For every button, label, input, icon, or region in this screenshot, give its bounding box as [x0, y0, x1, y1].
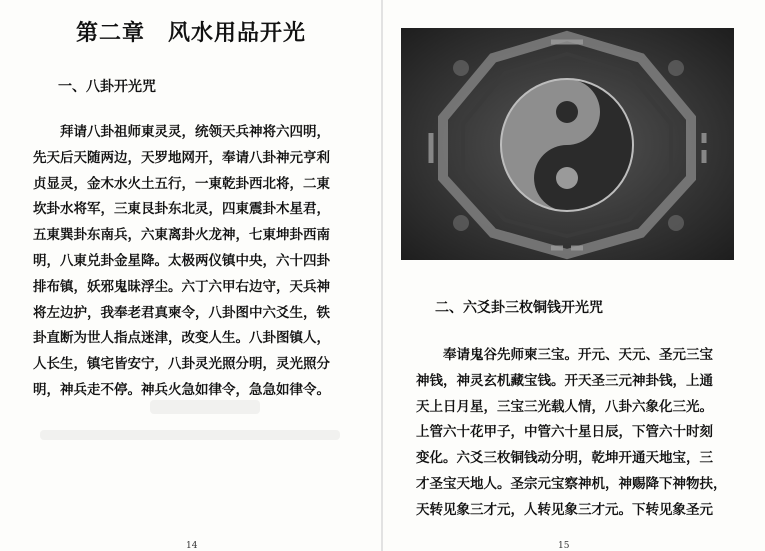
chapter-title: 第二章 风水用品开光	[75, 21, 306, 46]
paragraph-line: 拜请八卦祖师東灵灵，统领天兵神将六四明，	[60, 124, 330, 140]
paragraph-line: 神钱，神灵玄机藏宝钱。开天圣三元神卦钱，上通	[416, 372, 713, 389]
paragraph-line: 上管六十花甲子，中管六十星日辰，下管六十时刻	[416, 424, 713, 441]
bagua-incantation-paragraph	[33, 120, 369, 404]
section-heading-bagua: 一、八卦开光咒	[58, 79, 156, 95]
page-number: 15	[558, 541, 570, 551]
paragraph-line: 天上日月星，三宝三光载人情，八卦六象化三光。	[416, 398, 713, 415]
paragraph-line: 奉请鬼谷先师柬三宝。开元、天元、圣元三宝	[443, 347, 713, 363]
paragraph-line: 贞显灵，金木水火土五行，一東乾卦西北将，二東	[33, 175, 330, 192]
paragraph-line: 明，八東兑卦金星降。太极两仪镇中央，六十四卦	[33, 252, 330, 269]
paragraph-line: 先天后天随两边，天罗地网开，奉请八卦神元亨利	[33, 149, 330, 166]
paragraph-line: 才圣宝天地人。圣宗元宝察神机，神赐降下神物扶，	[416, 475, 727, 492]
paragraph-line: 卦直断为世人指点迷津，改变人生。八卦图镇人，	[33, 330, 330, 347]
paragraph-line: 天转见象三才元，人转见象三才元。下转见象圣元	[416, 501, 713, 518]
paragraph-line: 变化。六爻三枚铜钱动分明，乾坤开通天地宝，三	[416, 450, 713, 467]
left-page	[0, 0, 382, 551]
bagua-yin-yang-icon	[401, 28, 734, 260]
paragraph-line: 五東巽卦东南兵，六東离卦火龙神，七東坤卦西南	[33, 227, 330, 244]
section-heading-coins: 二、六爻卦三枚铜钱开光咒	[435, 300, 603, 316]
coins-incantation-paragraph	[416, 343, 754, 524]
paragraph-line: 排布镇，妖邪鬼昧浮尘。六丁六甲右边守，天兵神	[33, 278, 330, 295]
paragraph-line: 将左边护，我奉老君真柬令，八卦图中六爻生，铁	[33, 304, 330, 321]
bagua-photo	[401, 28, 734, 260]
paragraph-line: 明，神兵走不停。神兵火急如律令，急急如律令。	[33, 381, 330, 398]
page-number: 14	[186, 541, 198, 551]
paragraph-line: 人长生，镇宅皆安宁，八卦灵光照分明，灵光照分	[33, 356, 330, 373]
scan-smudge	[40, 430, 340, 440]
right-page	[383, 0, 765, 551]
scan-smudge	[150, 400, 260, 414]
paragraph-line: 坎卦水将军，三東艮卦东北灵，四東震卦木星君，	[33, 201, 330, 218]
